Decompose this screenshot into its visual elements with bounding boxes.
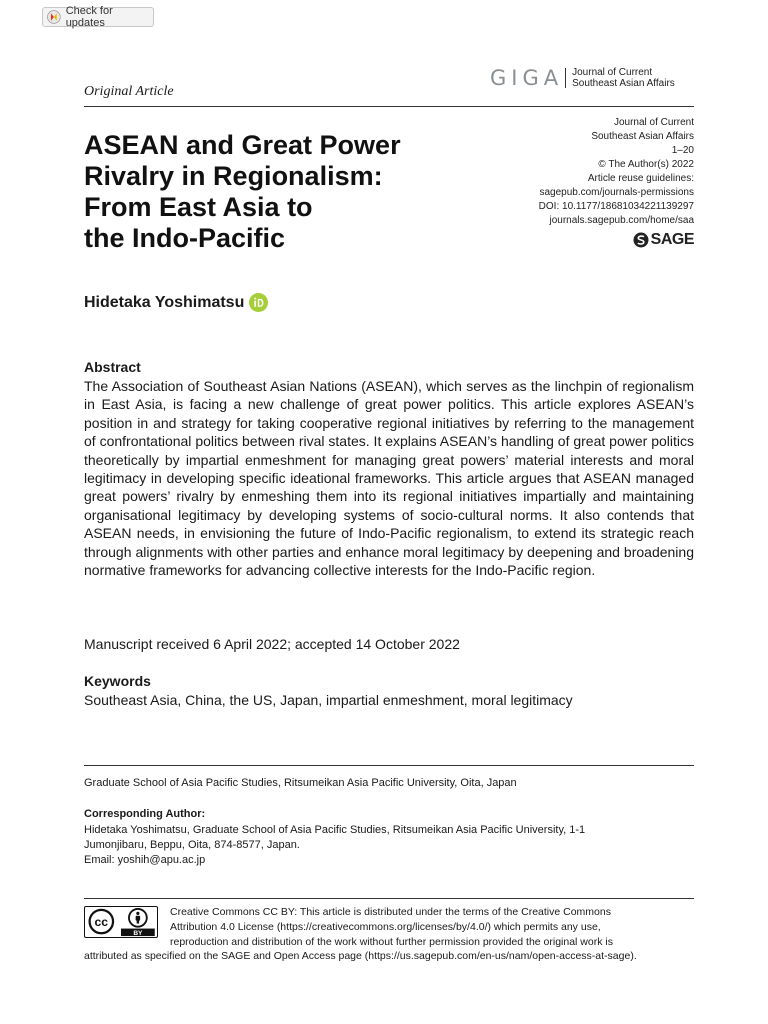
- article-title: [84, 130, 504, 254]
- footnote-divider: [84, 765, 694, 766]
- person-icon: [136, 912, 139, 915]
- author-name[interactable]: Hidetaka Yoshimatsu: [84, 293, 245, 311]
- meta-journal-line2: Southeast Asian Affairs: [591, 131, 694, 142]
- article-type: Original Article: [84, 84, 174, 99]
- sage-logo-text: SAGE: [650, 231, 694, 248]
- orcid-icon[interactable]: [249, 293, 268, 312]
- meta-permissions-link[interactable]: sagepub.com/journals-permissions: [539, 187, 694, 198]
- check-for-updates-button[interactable]: [42, 7, 154, 27]
- meta-pages: 1–20: [671, 145, 694, 156]
- crossmark-icon: [47, 10, 61, 24]
- corr-email[interactable]: Email: yoshih@apu.ac.jp: [84, 854, 206, 866]
- license-line-3: reproduction and distribution of the work without further permission provided the original work is: [170, 936, 613, 948]
- logo-divider: [565, 68, 566, 88]
- check-for-updates-label: Check for updates: [65, 5, 113, 29]
- title-line-3: From East Asia to: [84, 192, 313, 222]
- logo-journal-line2: Southeast Asian Affairs: [572, 78, 675, 89]
- cc-by-license-badge[interactable]: [84, 906, 158, 938]
- giga-logo: [490, 66, 675, 90]
- by-badge-label: BY: [133, 929, 143, 937]
- sage-logo-icon: [633, 232, 649, 248]
- meta-reuse-guidelines: Article reuse guidelines:: [587, 173, 694, 184]
- giga-logo-text: GIGA: [490, 66, 564, 90]
- license-line-4: attributed as specified on the SAGE and Open Access page (https://us.sagepub.com/en-us/nam/open-access-at-sage).: [84, 950, 637, 962]
- license-divider: [84, 898, 694, 899]
- meta-homepage-link[interactable]: journals.sagepub.com/home/saa: [549, 215, 694, 226]
- abstract-text: The Association of Southeast Asian Nations (ASEAN), which serves as the linchpin of regionalism in East Asia, is facing a new challenge of great power politics. This article explores ASEAN’s position in and strategy for taking cooperative regional initiatives by referring to the management of confrontational politics between rival states. It explains ASEAN’s handling of great power politics theoretically by impartial enmeshment for managing great powers’ material interests and moral legitimacy in developing specific ideational frameworks. This article argues that ASEAN managed great powers’ rivalry by enmeshing them into its regional initiatives impartially and maintaining organisational legitimacy by developing systems of socio-cultural norms. It also contends that ASEAN needs, in envisioning the future of Indo-Pacific regionalism, to extend its strategic reach through alignments with other parties and enhance moral legitimacy by deepening and broadening normative frameworks for advancing collective interests for the Indo-Pacific region.: [84, 378, 694, 579]
- author-affiliation: Graduate School of Asia Pacific Studies, Ritsumeikan Asia Pacific University, Oita, Japan: [84, 777, 517, 789]
- corresponding-author-details: [84, 823, 694, 868]
- cc-badge-label: cc: [94, 914, 109, 929]
- keywords-list: Southeast Asia, China, the US, Japan, impartial enmeshment, moral legitimacy: [84, 692, 573, 708]
- license-line-2: Attribution 4.0 License (https://creativecommons.org/licenses/by/4.0/) which permits any use,: [170, 921, 601, 933]
- logo-journal-name: [572, 67, 675, 89]
- corr-line-1: Hidetaka Yoshimatsu, Graduate School of Asia Pacific Studies, Ritsumeikan Asia Pacific University, 1-1: [84, 824, 586, 836]
- meta-doi[interactable]: DOI: 10.1177/18681034221139297: [538, 201, 694, 212]
- corresponding-author-heading: Corresponding Author:: [84, 808, 206, 820]
- meta-copyright: © The Author(s) 2022: [598, 159, 694, 170]
- journal-metadata: [539, 116, 694, 228]
- sage-logo: [633, 231, 694, 249]
- title-line-4: the Indo-Pacific: [84, 223, 286, 253]
- corr-line-2: Jumonjibaru, Beppu, Oita, 874-8577, Japan.: [84, 839, 300, 851]
- abstract-heading: Abstract: [84, 359, 141, 375]
- title-line-1: ASEAN and Great Power: [84, 130, 401, 160]
- license-line-1: Creative Commons CC BY: This article is distributed under the terms of the Creative Commons: [170, 906, 611, 918]
- author: [84, 293, 268, 312]
- title-line-2: Rivalry in Regionalism:: [84, 161, 383, 191]
- meta-journal-line1: Journal of Current: [613, 117, 694, 128]
- license-statement: [170, 905, 690, 950]
- header-divider: [84, 106, 694, 107]
- keywords-heading: Keywords: [84, 673, 151, 689]
- logo-journal-line1: Journal of Current: [572, 67, 653, 78]
- manuscript-dates: Manuscript received 6 April 2022; accepted 14 October 2022: [84, 636, 460, 652]
